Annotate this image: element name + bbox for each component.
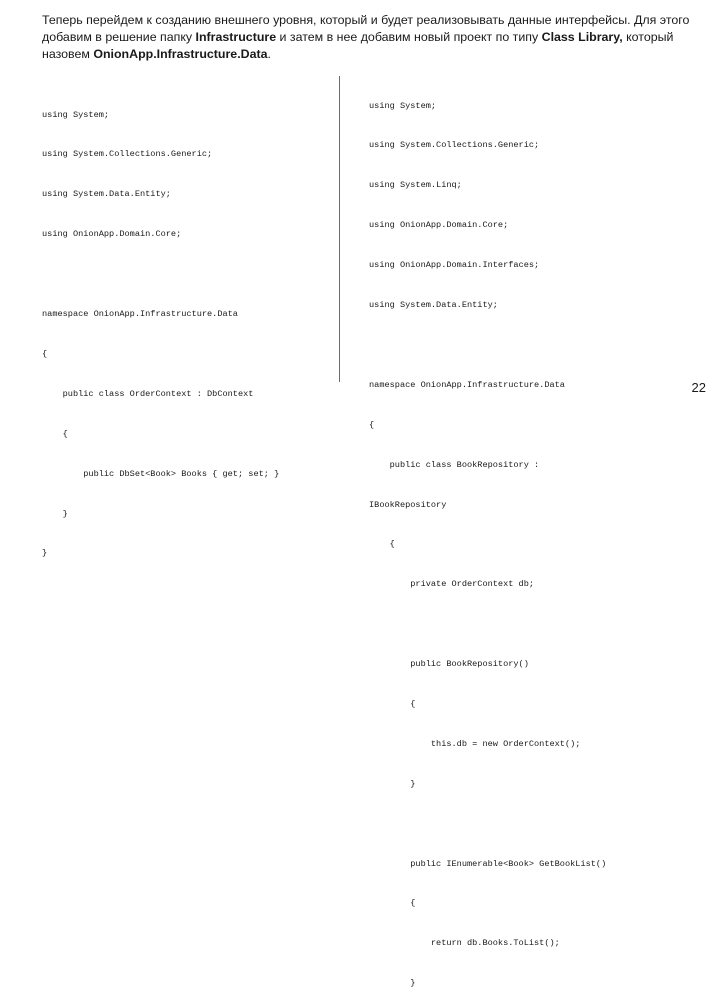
code-line: { (369, 419, 375, 430)
code-line: return db.Books.ToList(); (369, 938, 560, 949)
code-line: using OnionApp.Domain.Core; (369, 220, 509, 231)
code-line (42, 268, 279, 281)
intro-text-3: который назовем (42, 30, 674, 61)
code-line: using System.Data.Entity; (42, 189, 171, 200)
code-line: { (42, 428, 68, 439)
code-line: using System.Data.Entity; (369, 300, 498, 311)
code-block-book-repository (369, 73, 606, 1004)
code-line (369, 818, 606, 831)
intro-text-4: . (267, 47, 271, 61)
code-line: namespace OnionApp.Infrastructure.Data (42, 309, 238, 320)
column-divider (339, 76, 340, 382)
code-line: public BookRepository() (369, 659, 529, 670)
page-number: 22 (691, 380, 706, 395)
intro-text-2: и затем в нее добавим новый проект по типу (276, 30, 542, 44)
code-line: public IEnumerable<Book> GetBookList() (369, 858, 607, 869)
code-line (369, 618, 606, 631)
code-line (369, 339, 606, 352)
code-line: { (369, 539, 395, 550)
code-line: } (42, 508, 68, 519)
intro-bold-project-name: OnionApp.Infrastructure.Data (93, 47, 268, 61)
intro-bold-infrastructure: Infrastructure (195, 30, 277, 44)
code-line: using System.Collections.Generic; (369, 140, 540, 151)
code-line: private OrderContext db; (369, 579, 535, 590)
code-line: using System; (42, 109, 110, 120)
code-line: this.db = new OrderContext(); (369, 738, 581, 749)
code-line: public DbSet<Book> Books { get; set; } (42, 468, 280, 479)
intro-text-1: Теперь перейдем к созданию внешнего уровня, который и будет реализовывать данные интерфейсы. Для этого добавим в решение папку (42, 13, 690, 44)
code-line: { (42, 348, 48, 359)
code-line: } (369, 978, 416, 989)
code-line: { (369, 898, 416, 909)
code-line: public class OrderContext : DbContext (42, 388, 254, 399)
code-line: } (42, 548, 48, 559)
code-line: using OnionApp.Domain.Core; (42, 229, 182, 240)
code-line: IBookRepository (369, 499, 447, 510)
code-line: using OnionApp.Domain.Interfaces; (369, 260, 540, 271)
intro-bold-class-library: Class Library, (541, 30, 623, 44)
code-line: using System.Collections.Generic; (42, 149, 213, 160)
code-line: using System; (369, 100, 437, 111)
code-block-order-context (42, 82, 279, 574)
code-line: } (369, 778, 416, 789)
code-line: using System.Linq; (369, 180, 462, 191)
intro-paragraph (42, 12, 692, 63)
code-line: namespace OnionApp.Infrastructure.Data (369, 379, 565, 390)
code-line: { (369, 698, 416, 709)
code-line: public class BookRepository : (369, 459, 540, 470)
